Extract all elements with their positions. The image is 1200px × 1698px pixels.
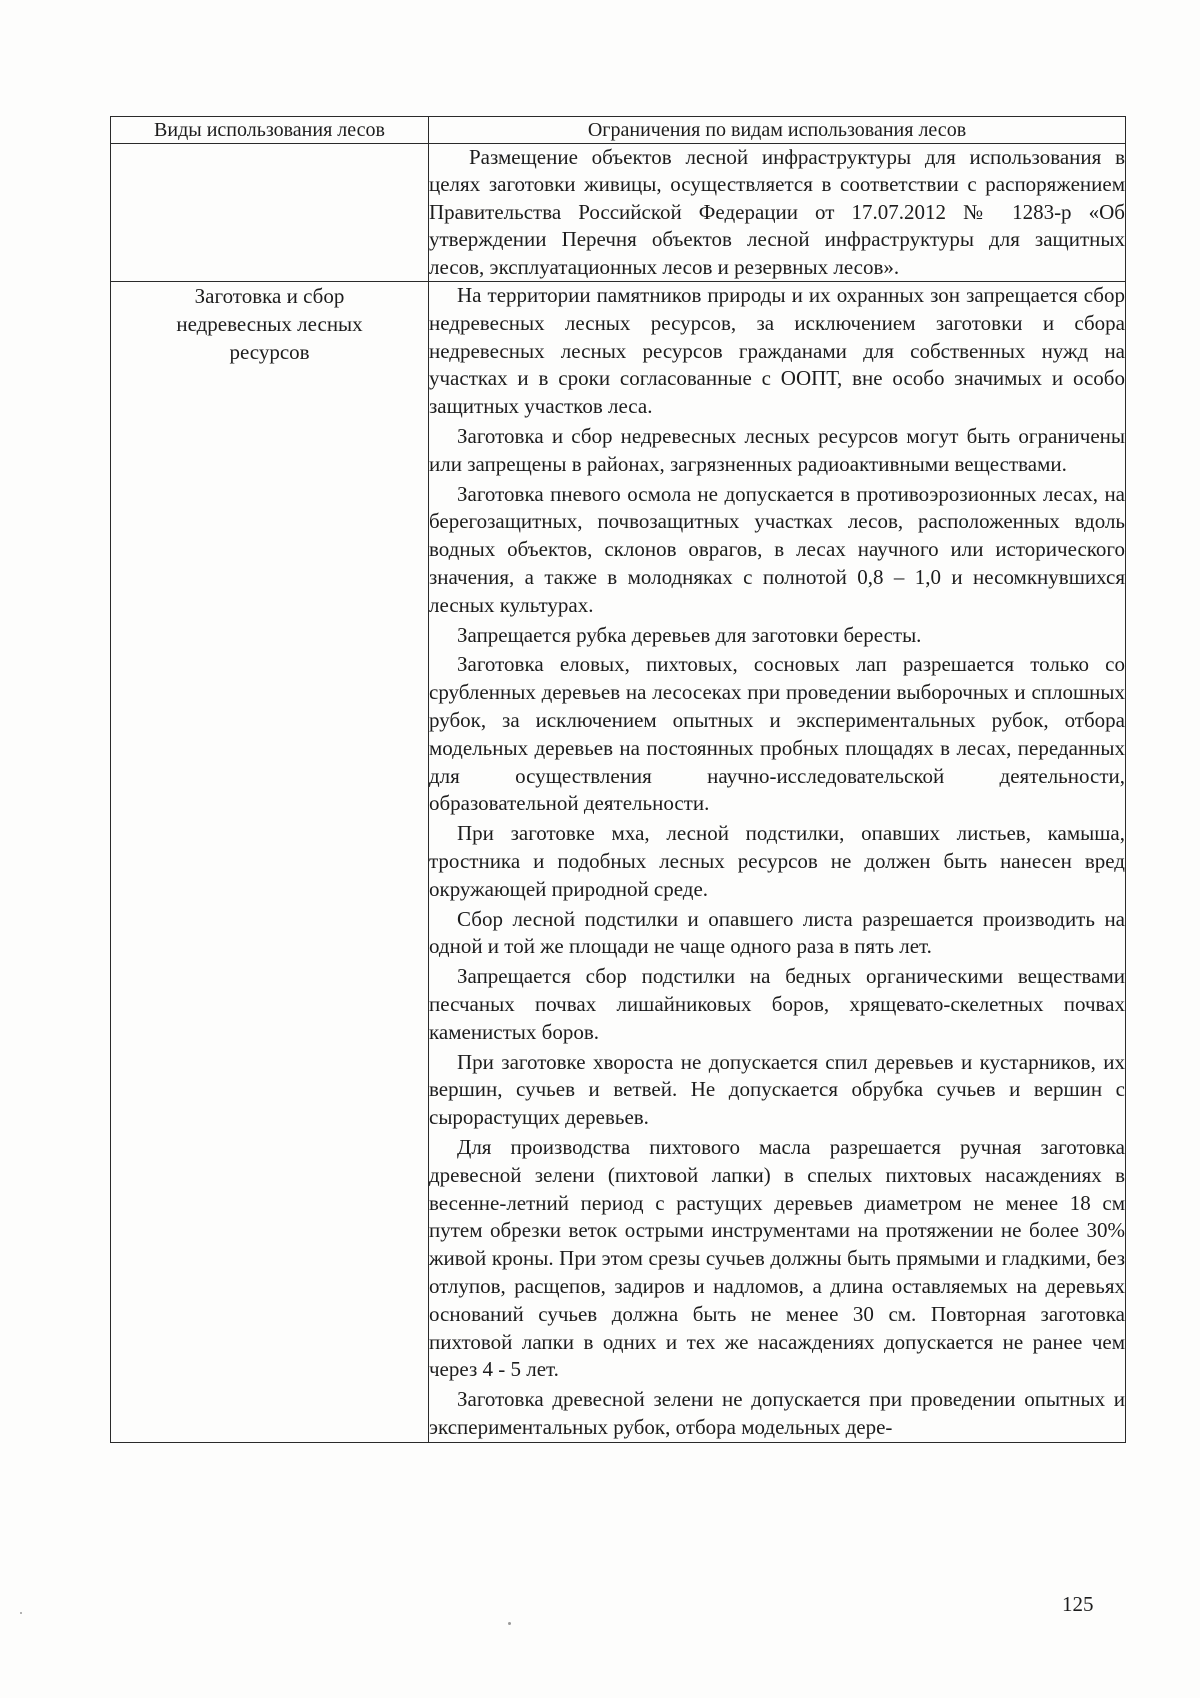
restriction-paragraph: Заготовка и сбор недревесных лесных ресурсов могут быть ограничены или запрещены в районах, загрязненных радиоактивными веществами. [429, 424, 1125, 476]
restriction-paragraph: Заготовка пневого осмола не допускается в противоэрозионных лесах, на берегозащитных, почвозащитных участках лесов, расположенных вдоль водных объектов, склонов оврагов, в лесах научного или исторического значения, а также в молодняках с полнотой 0,8 – 1,0 и несомкнувшихся лесных культурах. [429, 481, 1125, 617]
restriction-paragraph: Заготовка древесной зелени не допускается при проведении опытных и экспериментальных рубок, отбора модельных дере- [429, 1387, 1125, 1439]
use-type-cell [111, 144, 429, 282]
table-row [111, 144, 1126, 282]
scan-speck [508, 1622, 511, 1625]
forest-use-restrictions-table [110, 116, 1126, 1443]
table-header-row [111, 117, 1126, 144]
restriction-paragraph: На территории памятников природы и их охранных зон запрещается сбор недревесных лесных ресурсов, за исключением заготовки и сбора недревесных лесных ресурсов гражданами для собственных нужд на участках и в сроки согласованные с ООПТ, вне особо значимых и особо защитных участков леса. [429, 283, 1125, 419]
restriction-paragraph: Запрещается сбор подстилки на бедных органическими веществами песчаных почвах лишайниковых боров, хрящевато-скелетных почвах каменистых боров. [429, 964, 1125, 1044]
restriction-paragraph: Для производства пихтового масла разрешается ручная заготовка древесной зелени (пихтовой лапки) в спелых пихтовых насаждениях в весенне-летний период с растущих деревьев диаметром не менее 18 см путем обрезки веток острыми инструментами на протяжении не более 30% живой кроны. При этом срезы сучьев должны быть прямыми и гладкими, без отлупов, расщепов, задиров и надломов, а длина оставляемых на деревьях оснований сучьев должна быть не менее 30 см. Повторная заготовка пихтовой лапки в одних и тех же насаждениях допускается не ранее чем через 4 - 5 лет. [429, 1134, 1125, 1382]
restriction-paragraph: Запрещается рубка деревьев для заготовки бересты. [457, 622, 922, 647]
restrictions-cell [429, 144, 1126, 282]
restriction-paragraph: Размещение объектов лесной инфраструктуры для использования в целях заготовки живицы, осуществляется в соответствии с распоряжением Правительства Российской Федерации от 17.07.2012 № 1283-р «Об утверждении Перечня объектов лесной инфраструктуры для защитных лесов, эксплуатационных лесов и резервных лесов». [429, 145, 1125, 279]
scan-speck [20, 1612, 22, 1614]
restrictions-cell [429, 282, 1126, 1443]
restriction-paragraph: Заготовка еловых, пихтовых, сосновых лап разрешается только со срубленных деревьев на лесосеках при проведении выборочных и сплошных рубок, за исключением опытных и экспериментальных рубок, отбора модельных деревьев на постоянных пробных площадях в лесах, переданных для осуществления научно-исследовательской деятельности, образовательной деятельности. [429, 652, 1125, 816]
column-header-restrictions: Ограничения по видам использования лесов [429, 117, 1126, 144]
use-type-cell [111, 282, 429, 1443]
restriction-paragraph: При заготовке хвороста не допускается спил деревьев и кустарников, их вершин, сучьев и ветвей. Не допускается обрубка сучьев и вершин с сырорастущих деревьев. [429, 1049, 1125, 1130]
column-header-use-types: Виды использования лесов [111, 117, 429, 144]
restriction-paragraph: При заготовке мха, лесной подстилки, опавших листьев, камыша, тростника и подобных лесных ресурсов не должен быть нанесен вред окружающей природной среде. [429, 821, 1125, 901]
restriction-paragraph: Сбор лесной подстилки и опавшего листа разрешается производить на одной и той же площади не чаще одного раза в пять лет. [429, 906, 1125, 959]
use-type-label: Заготовка и сбор недревесных лесных ресурсов [176, 284, 363, 365]
table-row [111, 282, 1126, 1443]
use-type-label [111, 144, 428, 147]
page-number: 125 [1062, 1592, 1094, 1616]
